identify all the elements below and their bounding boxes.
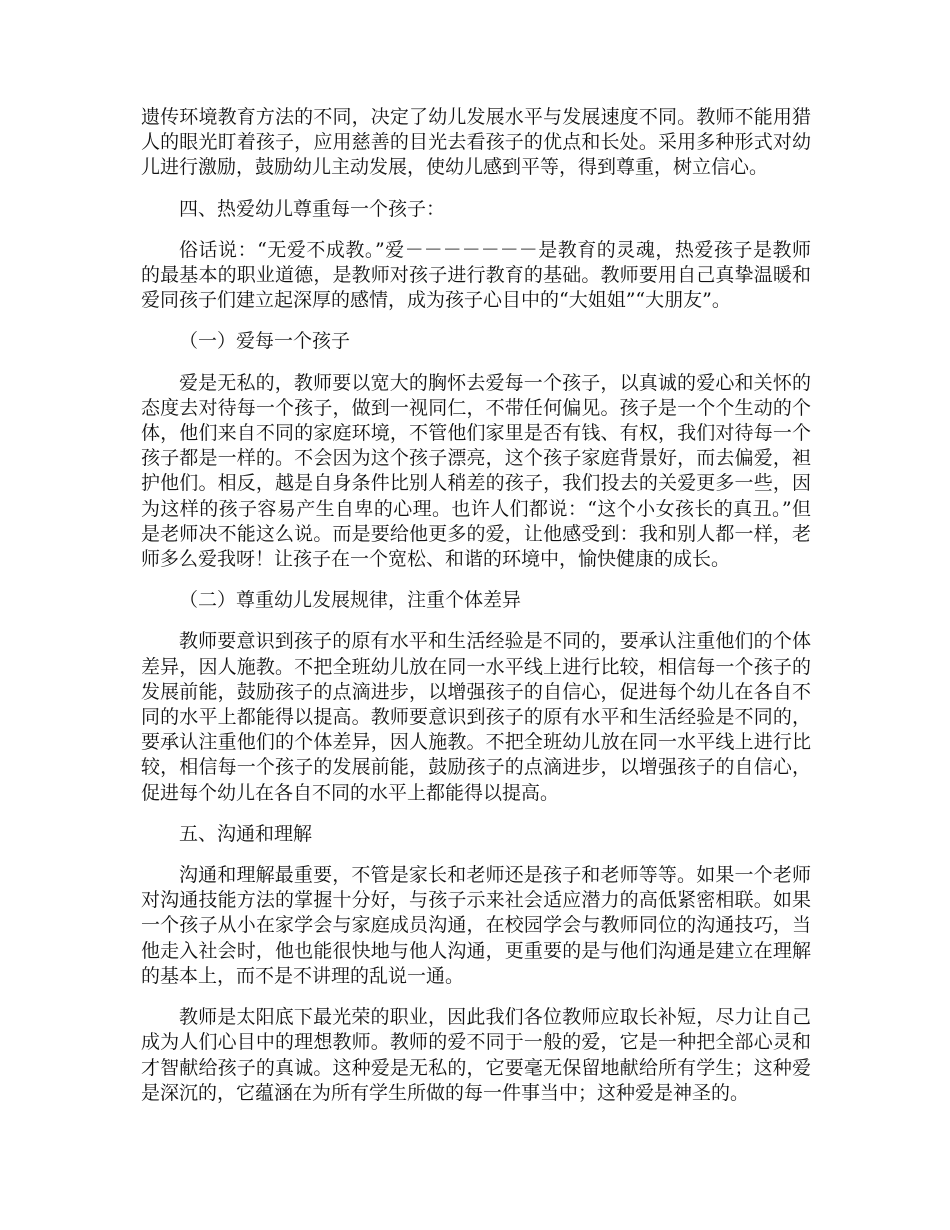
section-heading-4: 四、热爱幼儿尊重每一个孩子： bbox=[179, 197, 446, 220]
paragraph: 教师是太阳底下最光荣的职业，因此我们各位教师应取长补短，尽力让自己成为人们心目中的理想教师。教师的爱不同于一般的爱，它是一种把全部心灵和才智献给孩子的真诚。这种爱是无私的，它要毫无保留地献给所有学生；这种爱是深沉的，它蕴涵在为所有学生所做的每一件事当中；这种爱是神圣的。 bbox=[141, 1006, 811, 1104]
paragraph: 教师要意识到孩子的原有水平和生活经验是不同的，要承认注重他们的个体差异，因人施教。不把全班幼儿放在同一水平线上进行比较，相信每一个孩子的发展前能，鼓励孩子的点滴进步，以增强孩子的自信心，促进每个幼儿在各自不同的水平上都能得以提高。教师要意识到孩子的原有水平和生活经验是不同的，要承认注重他们的个体差异，因人施教。不把全班幼儿放在同一水平线上进行比较，相信每一个孩子的发展前能，鼓励孩子的点滴进步，以增强孩子的自信心，促进每个幼儿在各自不同的水平上都能得以提高。 bbox=[141, 630, 811, 804]
paragraph: 俗话说：“无爱不成教。”爱－－－－－－－是教育的灵魂，热爱孩子是教师的最基本的职业道德，是教师对孩子进行教育的基础。教师要用自己真挚温暖和爱同孩子们建立起深厚的感情，成为孩子心目中的“大姐姐”“大朋友”。 bbox=[141, 238, 811, 312]
paragraph: 沟通和理解最重要，不管是家长和老师还是孩子和老师等等。如果一个老师对沟通技能方法的掌握十分好，与孩子示来社会适应潜力的高低紧密相联。如果一个孩子从小在家学会与家庭成员沟通，在校园学会与教师同位的沟通技巧，当他走入社会时，他也能很快地与他人沟通，更重要的是与他们沟通是建立在理解的基本上，而不是不讲理的乱说一通。 bbox=[141, 864, 811, 987]
subsection-heading-1: （一）爱每一个孩子 bbox=[179, 330, 351, 353]
section-heading-5: 五、沟通和理解 bbox=[179, 822, 313, 845]
subsection-heading-2: （二）尊重幼儿发展规律，注重个体差异 bbox=[179, 589, 522, 612]
document-page bbox=[141, 105, 811, 1122]
paragraph-intro: 遗传环境教育方法的不同，决定了幼儿发展水平与发展速度不同。教师不能用猎人的眼光盯着孩子，应用慈善的目光去看孩子的优点和长处。采用多种形式对幼儿进行激励，鼓励幼儿主动发展，使幼儿感到平等，得到尊重，树立信心。 bbox=[141, 106, 811, 179]
paragraph: 爱是无私的，教师要以宽大的胸怀去爱每一个孩子，以真诚的爱心和关怀的态度去对待每一个孩子，做到一视同仁，不带任何偏见。孩子是一个个生动的个体，他们来自不同的家庭环境，不管他们家里是否有钱、有权，我们对待每一个孩子都是一样的。不会因为这个孩子漂亮，这个孩子家庭背景好，而去偏爱，袒护他们。相反，越是自身条件比别人稍差的孩子，我们投去的关爱更多一些，因为这样的孩子容易产生自卑的心理。也许人们都说：“这个小女孩长的真丑。”但是老师决不能这么说。而是要给他更多的爱，让他感受到：我和别人都一样，老师多么爱我呀！让孩子在一个宽松、和谐的环境中，愉快健康的成长。 bbox=[141, 371, 811, 571]
